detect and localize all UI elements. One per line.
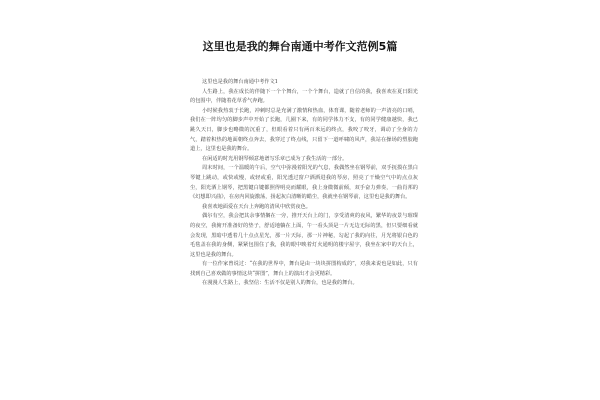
paragraph: 我喜欢地面爱在天台上奔跑的清风中欣赏夜色。	[202, 203, 311, 210]
paragraph: 在闲适的时光用钢琴倾意地谱写乐章已成为了我生活的一部分。	[202, 155, 348, 162]
paragraph: 有一位作家曾说过：“在我的世界中，舞台是由一块块拼图构成的”，对我来说也是如此，只有找到自己喜欢做的事情这块“拼图”，舞台上的演出才会更精彩。	[190, 261, 418, 277]
paragraph: 在漫漫人生路上，我坚信：生活不仅是别人的舞台，也是我的舞台。	[202, 280, 358, 287]
article-body	[190, 78, 418, 289]
paragraph: 周末时间，一个温暖的午后，空气中弥漫着阳光的气息，我偶然坐在钢琴前，双手抚摸在黑白琴键上跳动，或快或慢，或轻或重，阳光透过窗户洒洒进我的琴房，照亮了干燥空气中的点点灰尘，阳光洒上钢琴，把黑键白键都照得明亮而耀眼，我上身微微前倾，双手奋力弹奏，一曲肖邦的《幻想即兴曲》，在房内回旋激荡，扬起灰白清晰的蜡尘，我就坐在钢琴前，这里也是我的舞台。	[190, 165, 418, 201]
paragraph: 人生路上，我在成长的伴随下一个个舞台，一个个舞台，造就了自信的我，我喜欢在夏日阳光的包围中，伴随着花草香气奔跑。	[190, 88, 418, 105]
paragraph: 偶尔有空，我会把其余事情搁在一旁，推开天台上的门，享受清爽的夜风，繁华的夜景与璀璨的夜空，我俯开准备好的垫子，舒适地躺在上面，午一看头顶是一片无边无际的黑，但只要细看就会发现，黑暗中透着几十点点星光，那一片天际，那一片神秘，勾起了我的向往，月光将银白色的毛毯盖在我的身侧，紧紧包围住了我，我的眼中映着灯火通明的楼宇屋宇，我坐在家中的天台上，这里也是我的舞台。	[190, 213, 418, 258]
document-title: 这里也是我的舞台南通中考作文范例5篇	[202, 40, 398, 53]
section-heading: 这里也是我的舞台南通中考作文1	[202, 79, 278, 85]
paragraph: 小时候我热衷于长跑，冲刺时总是充满了激情和热血，体育课，随着老师的一声清亮的口哨，我们在一阵均匀的脚步声中开始了长跑，几圈下来，有的同学体力不支，有的同学健康越快，我已跳久天日，脚步也略微的沉重了，但眼看着只有两百米远的终点，我咬了咬牙，调动了全身的力气，踏着积热的地面朝终点奔去，我穿过了终点线，只留下一道呼啸的风声，我站在操场的塑胶跑道上，这里也是我的舞台。	[190, 107, 418, 153]
